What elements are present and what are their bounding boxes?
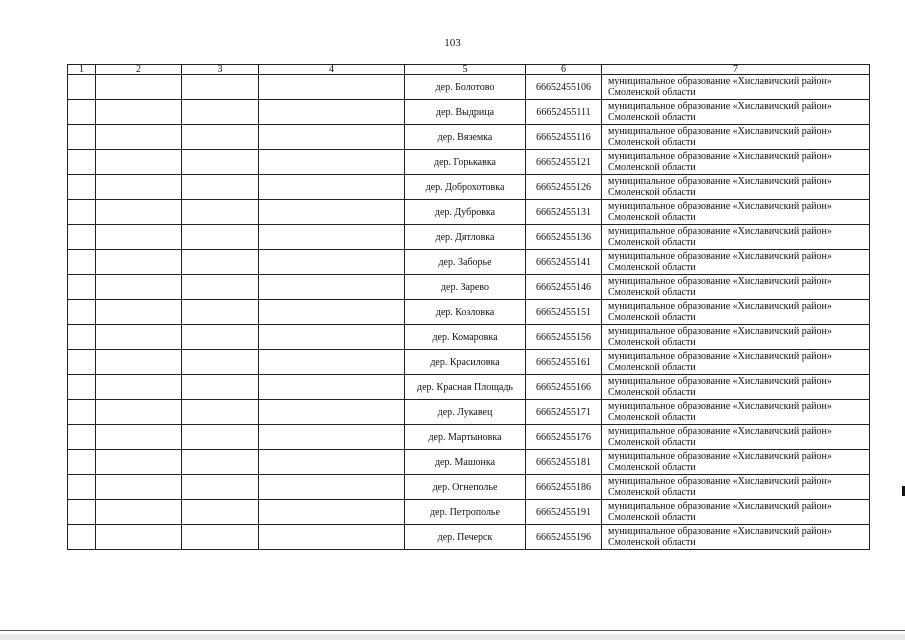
empty-cell-col3 (182, 225, 259, 250)
empty-cell-col2 (96, 300, 182, 325)
oktmo-code: 66652455111 (526, 100, 602, 125)
empty-cell-col3 (182, 450, 259, 475)
municipality-cell (602, 100, 870, 125)
municipality-line1: муниципальное образование «Хиславичский район» (608, 201, 832, 212)
empty-cell-col4 (259, 75, 405, 100)
municipality-line2: Смоленской области (608, 487, 696, 498)
empty-cell-col2 (96, 525, 182, 550)
empty-cell-col3 (182, 200, 259, 225)
empty-cell-col1 (68, 325, 96, 350)
settlement-name: дер. Красиловка (405, 350, 526, 375)
oktmo-code: 66652455171 (526, 400, 602, 425)
municipality-line1: муниципальное образование «Хиславичский район» (608, 226, 832, 237)
column-header-3: 3 (182, 65, 259, 75)
settlement-name: дер. Выдрица (405, 100, 526, 125)
table-row (68, 275, 870, 300)
empty-cell-col4 (259, 175, 405, 200)
empty-cell-col4 (259, 525, 405, 550)
settlement-name: дер. Красная Площадь (405, 375, 526, 400)
empty-cell-col4 (259, 450, 405, 475)
empty-cell-col4 (259, 225, 405, 250)
municipality-line2: Смоленской области (608, 512, 696, 523)
empty-cell-col4 (259, 425, 405, 450)
table-row (68, 500, 870, 525)
oktmo-code: 66652455121 (526, 150, 602, 175)
empty-cell-col2 (96, 225, 182, 250)
municipality-line1: муниципальное образование «Хиславичский район» (608, 426, 832, 437)
municipality-line2: Смоленской области (608, 337, 696, 348)
municipality-line1: муниципальное образование «Хиславичский район» (608, 151, 832, 162)
empty-cell-col1 (68, 125, 96, 150)
municipality-line2: Смоленской области (608, 387, 696, 398)
municipality-cell (602, 375, 870, 400)
municipality-line2: Смоленской области (608, 362, 696, 373)
oktmo-code: 66652455196 (526, 525, 602, 550)
scan-bottom-shadow (0, 634, 905, 640)
settlement-name: дер. Козловка (405, 300, 526, 325)
column-header-5: 5 (405, 65, 526, 75)
municipality-cell (602, 75, 870, 100)
municipality-cell (602, 350, 870, 375)
oktmo-code: 66652455151 (526, 300, 602, 325)
column-header-6: 6 (526, 65, 602, 75)
empty-cell-col1 (68, 450, 96, 475)
column-header-7: 7 (602, 65, 870, 75)
empty-cell-col3 (182, 275, 259, 300)
municipality-cell (602, 400, 870, 425)
empty-cell-col3 (182, 125, 259, 150)
page-number: 103 (444, 37, 461, 49)
table-row (68, 525, 870, 550)
empty-cell-col1 (68, 225, 96, 250)
empty-cell-col1 (68, 250, 96, 275)
table-row (68, 375, 870, 400)
empty-cell-col1 (68, 350, 96, 375)
column-header-2: 2 (96, 65, 182, 75)
empty-cell-col3 (182, 525, 259, 550)
empty-cell-col1 (68, 375, 96, 400)
municipality-line2: Смоленской области (608, 287, 696, 298)
table-row (68, 400, 870, 425)
municipality-cell (602, 275, 870, 300)
empty-cell-col4 (259, 325, 405, 350)
empty-cell-col3 (182, 325, 259, 350)
empty-cell-col4 (259, 475, 405, 500)
municipality-line1: муниципальное образование «Хиславичский район» (608, 476, 832, 487)
municipality-line2: Смоленской области (608, 412, 696, 423)
municipality-line1: муниципальное образование «Хиславичский район» (608, 451, 832, 462)
municipality-line2: Смоленской области (608, 162, 696, 173)
municipality-cell (602, 525, 870, 550)
empty-cell-col2 (96, 400, 182, 425)
municipality-cell (602, 450, 870, 475)
settlement-name: дер. Мартыновка (405, 425, 526, 450)
oktmo-code: 66652455131 (526, 200, 602, 225)
municipality-line1: муниципальное образование «Хиславичский район» (608, 76, 832, 87)
empty-cell-col4 (259, 200, 405, 225)
empty-cell-col2 (96, 175, 182, 200)
empty-cell-col3 (182, 100, 259, 125)
column-header-1: 1 (68, 65, 96, 75)
empty-cell-col1 (68, 200, 96, 225)
empty-cell-col1 (68, 150, 96, 175)
empty-cell-col4 (259, 375, 405, 400)
municipality-cell (602, 325, 870, 350)
empty-cell-col4 (259, 100, 405, 125)
municipality-line2: Смоленской области (608, 462, 696, 473)
municipality-line1: муниципальное образование «Хиславичский район» (608, 101, 832, 112)
municipality-cell (602, 200, 870, 225)
scan-bottom-edge (0, 630, 905, 631)
municipality-line1: муниципальное образование «Хиславичский район» (608, 251, 832, 262)
empty-cell-col3 (182, 425, 259, 450)
settlement-name: дер. Огнеполье (405, 475, 526, 500)
empty-cell-col3 (182, 300, 259, 325)
column-header-4: 4 (259, 65, 405, 75)
empty-cell-col3 (182, 500, 259, 525)
empty-cell-col4 (259, 300, 405, 325)
settlement-name: дер. Печерск (405, 525, 526, 550)
settlement-name: дер. Машонка (405, 450, 526, 475)
municipality-line2: Смоленской области (608, 237, 696, 248)
municipality-cell (602, 425, 870, 450)
oktmo-code: 66652455191 (526, 500, 602, 525)
municipality-cell (602, 500, 870, 525)
empty-cell-col1 (68, 175, 96, 200)
table-row (68, 425, 870, 450)
settlement-name: дер. Доброхотовка (405, 175, 526, 200)
settlement-name: дер. Болотово (405, 75, 526, 100)
oktmo-code: 66652455176 (526, 425, 602, 450)
empty-cell-col2 (96, 350, 182, 375)
empty-cell-col4 (259, 125, 405, 150)
empty-cell-col2 (96, 375, 182, 400)
table-row (68, 475, 870, 500)
settlement-name: дер. Горькавка (405, 150, 526, 175)
municipality-line1: муниципальное образование «Хиславичский район» (608, 501, 832, 512)
municipality-line2: Смоленской области (608, 212, 696, 223)
municipality-line1: муниципальное образование «Хиславичский район» (608, 526, 832, 537)
oktmo-code: 66652455116 (526, 125, 602, 150)
table-row (68, 75, 870, 100)
municipality-line2: Смоленской области (608, 537, 696, 548)
municipality-line1: муниципальное образование «Хиславичский район» (608, 176, 832, 187)
empty-cell-col3 (182, 375, 259, 400)
empty-cell-col1 (68, 100, 96, 125)
empty-cell-col1 (68, 400, 96, 425)
table-row (68, 325, 870, 350)
empty-cell-col2 (96, 325, 182, 350)
empty-cell-col2 (96, 150, 182, 175)
municipality-line2: Смоленской области (608, 262, 696, 273)
settlement-name: дер. Зарево (405, 275, 526, 300)
empty-cell-col1 (68, 75, 96, 100)
settlement-table (67, 64, 870, 550)
empty-cell-col4 (259, 350, 405, 375)
oktmo-code: 66652455186 (526, 475, 602, 500)
empty-cell-col4 (259, 275, 405, 300)
oktmo-code: 66652455161 (526, 350, 602, 375)
municipality-cell (602, 225, 870, 250)
table-row (68, 250, 870, 275)
table-row (68, 150, 870, 175)
municipality-cell (602, 175, 870, 200)
municipality-line2: Смоленской области (608, 437, 696, 448)
table-header (68, 65, 870, 75)
table-row (68, 100, 870, 125)
empty-cell-col3 (182, 475, 259, 500)
empty-cell-col1 (68, 500, 96, 525)
municipality-cell (602, 125, 870, 150)
empty-cell-col3 (182, 400, 259, 425)
oktmo-code: 66652455181 (526, 450, 602, 475)
empty-cell-col2 (96, 250, 182, 275)
empty-cell-col4 (259, 250, 405, 275)
table-row (68, 175, 870, 200)
settlement-name: дер. Петрополье (405, 500, 526, 525)
table-body (68, 75, 870, 550)
oktmo-code: 66652455156 (526, 325, 602, 350)
settlement-name: дер. Дубровка (405, 200, 526, 225)
settlement-name: дер. Лукавец (405, 400, 526, 425)
table-row (68, 125, 870, 150)
empty-cell-col1 (68, 525, 96, 550)
oktmo-code: 66652455141 (526, 250, 602, 275)
empty-cell-col3 (182, 350, 259, 375)
municipality-line2: Смоленской области (608, 112, 696, 123)
table-row (68, 350, 870, 375)
empty-cell-col1 (68, 425, 96, 450)
municipality-cell (602, 475, 870, 500)
empty-cell-col2 (96, 425, 182, 450)
empty-cell-col1 (68, 275, 96, 300)
empty-cell-col4 (259, 150, 405, 175)
empty-cell-col2 (96, 275, 182, 300)
empty-cell-col4 (259, 500, 405, 525)
municipality-line1: муниципальное образование «Хиславичский район» (608, 401, 832, 412)
settlement-name: дер. Вяземка (405, 125, 526, 150)
municipality-line1: муниципальное образование «Хиславичский район» (608, 326, 832, 337)
oktmo-code: 66652455146 (526, 275, 602, 300)
table-row (68, 300, 870, 325)
empty-cell-col3 (182, 150, 259, 175)
empty-cell-col2 (96, 100, 182, 125)
oktmo-code: 66652455136 (526, 225, 602, 250)
empty-cell-col2 (96, 200, 182, 225)
empty-cell-col3 (182, 250, 259, 275)
municipality-line1: муниципальное образование «Хиславичский район» (608, 301, 832, 312)
municipality-line1: муниципальное образование «Хиславичский район» (608, 276, 832, 287)
municipality-cell (602, 300, 870, 325)
empty-cell-col2 (96, 75, 182, 100)
settlement-name: дер. Дятловка (405, 225, 526, 250)
empty-cell-col2 (96, 125, 182, 150)
municipality-line2: Смоленской области (608, 137, 696, 148)
oktmo-code: 66652455126 (526, 175, 602, 200)
table-row (68, 200, 870, 225)
empty-cell-col2 (96, 500, 182, 525)
header-row (68, 65, 870, 75)
table-row (68, 225, 870, 250)
empty-cell-col1 (68, 300, 96, 325)
empty-cell-col1 (68, 475, 96, 500)
oktmo-code: 66652455106 (526, 75, 602, 100)
municipality-cell (602, 250, 870, 275)
settlement-name: дер. Заборье (405, 250, 526, 275)
municipality-cell (602, 150, 870, 175)
table-row (68, 450, 870, 475)
empty-cell-col4 (259, 400, 405, 425)
settlement-name: дер. Комаровка (405, 325, 526, 350)
municipality-line2: Смоленской области (608, 187, 696, 198)
empty-cell-col3 (182, 175, 259, 200)
empty-cell-col3 (182, 75, 259, 100)
municipality-line1: муниципальное образование «Хиславичский район» (608, 376, 832, 387)
oktmo-code: 66652455166 (526, 375, 602, 400)
municipality-line2: Смоленской области (608, 87, 696, 98)
empty-cell-col2 (96, 475, 182, 500)
municipality-line1: муниципальное образование «Хиславичский район» (608, 126, 832, 137)
empty-cell-col2 (96, 450, 182, 475)
municipality-line1: муниципальное образование «Хиславичский район» (608, 351, 832, 362)
municipality-line2: Смоленской области (608, 312, 696, 323)
